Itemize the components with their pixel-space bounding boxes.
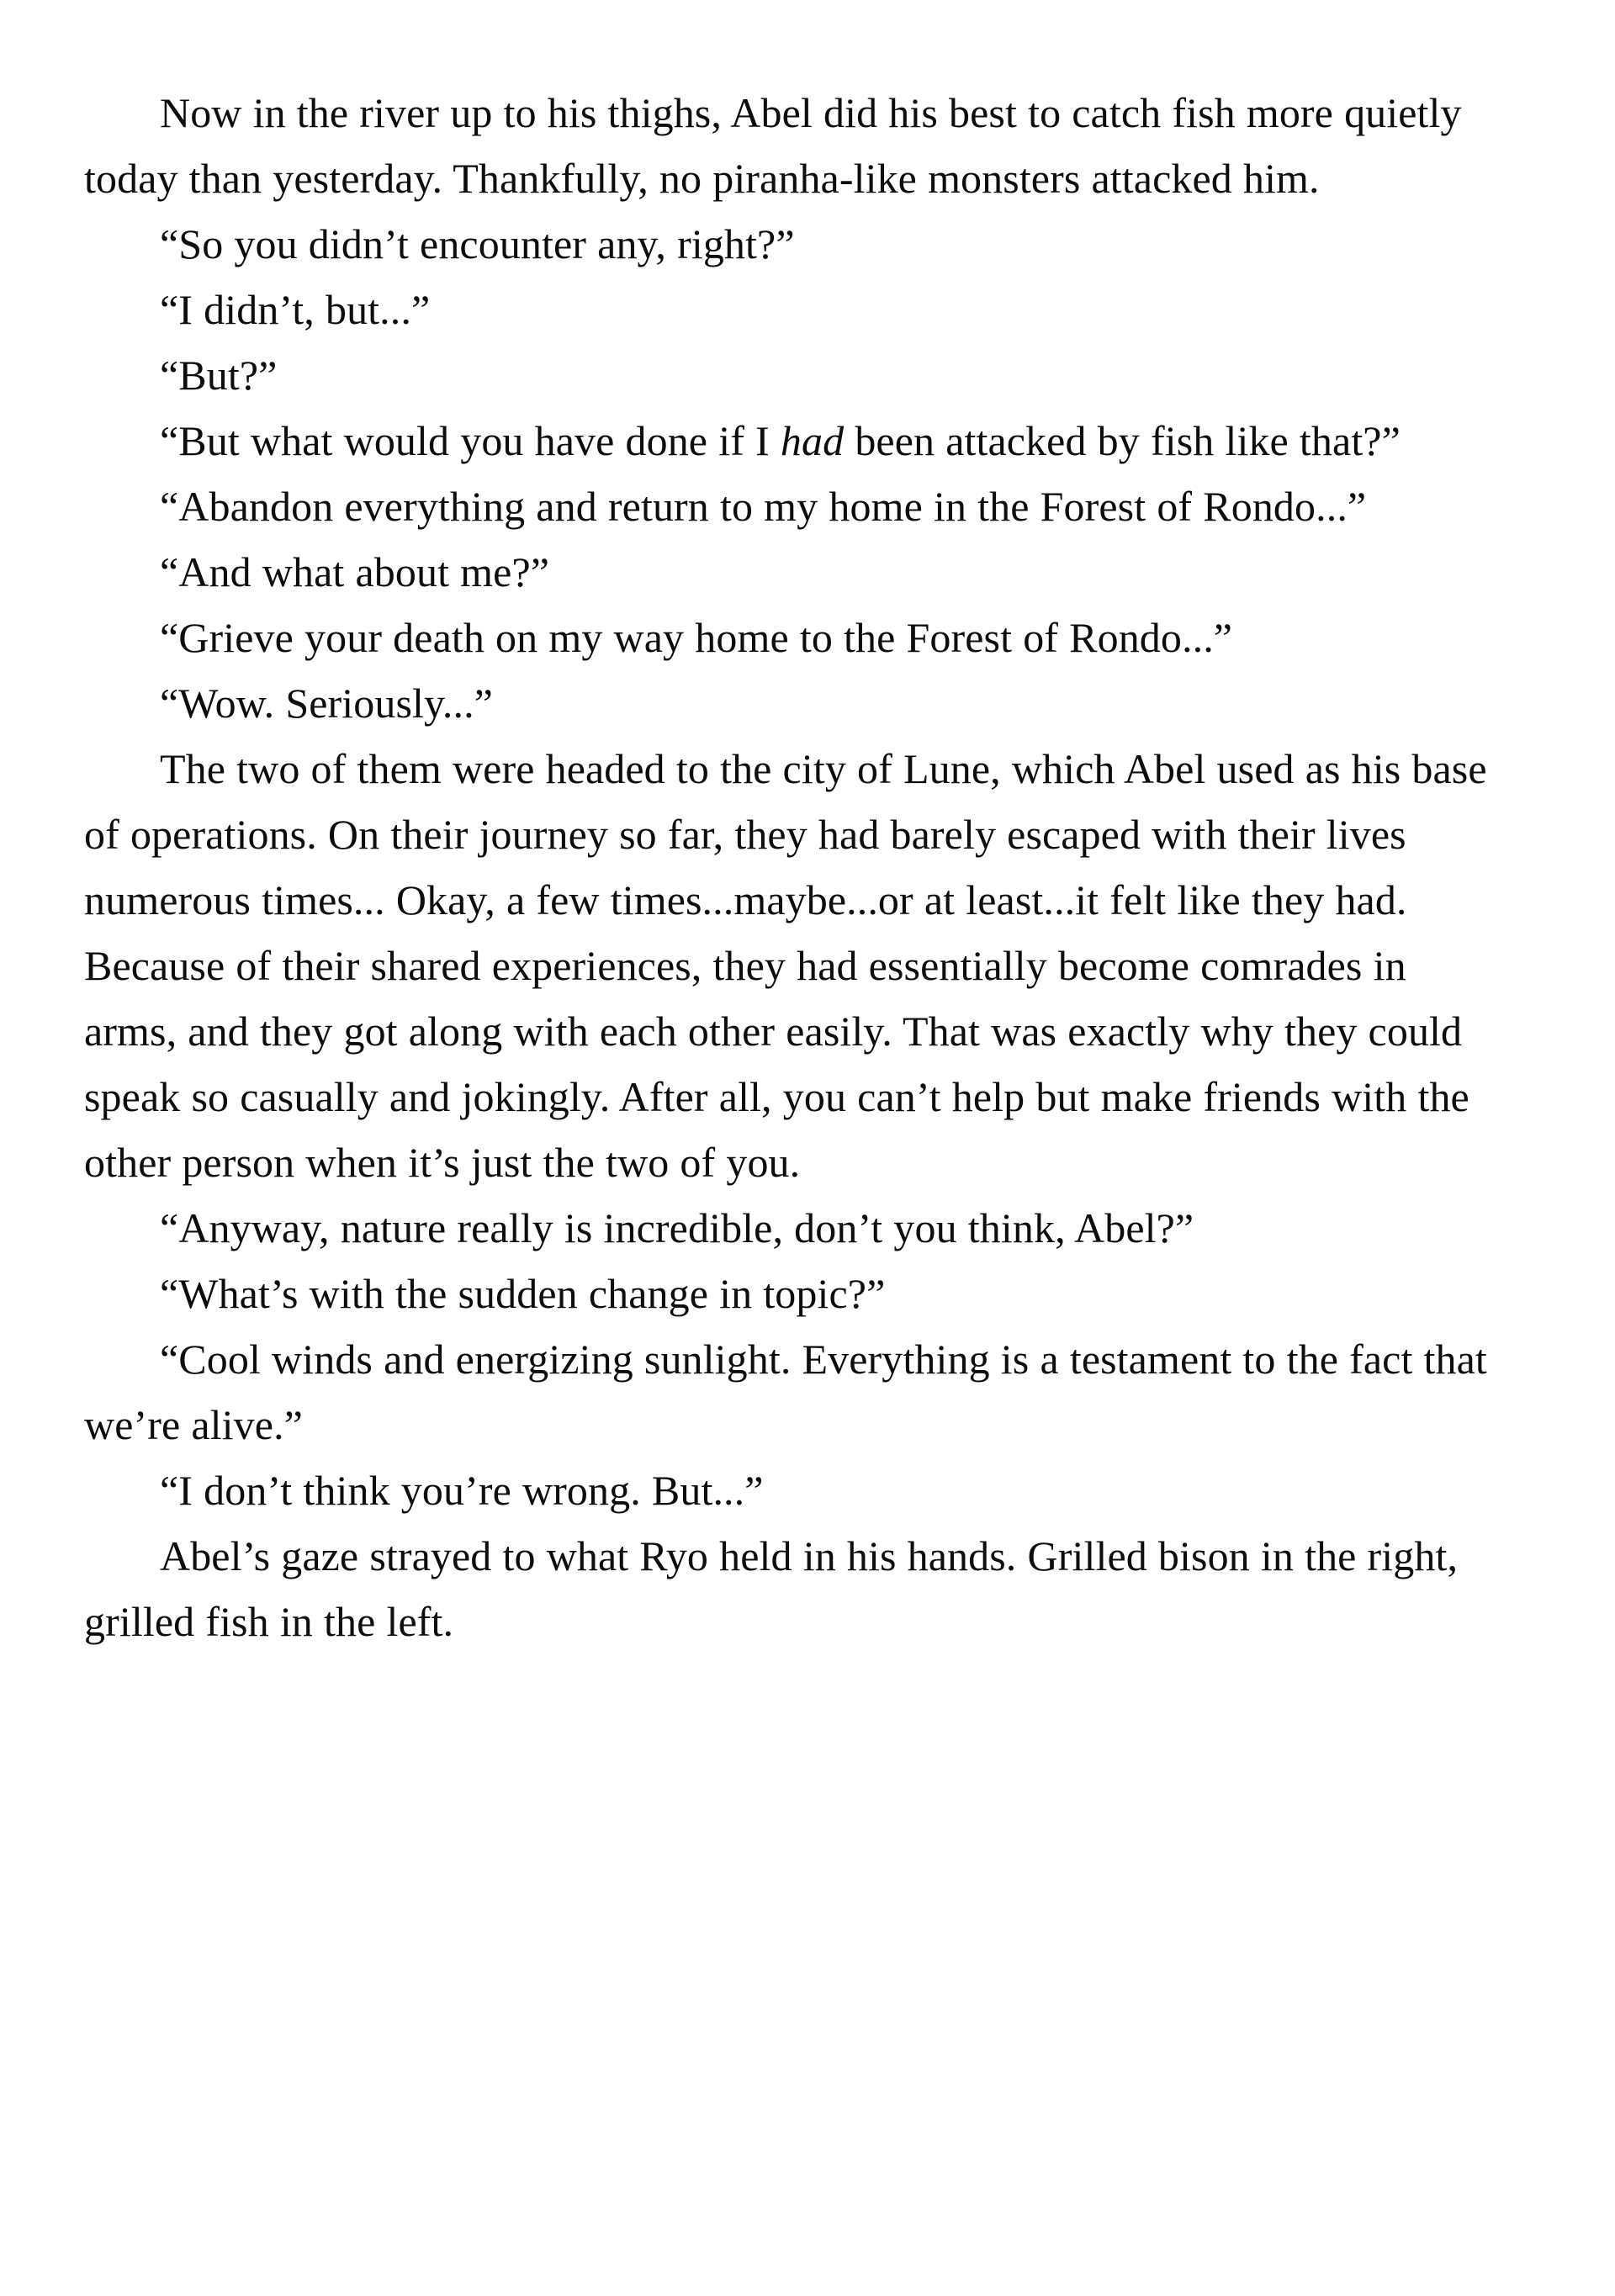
paragraph: Now in the river up to his thighs, Abel did his best to catch fish more quietly today than yesterday. Thankfully, no piranha-like monsters attacked him. <box>84 89 1462 202</box>
paragraph: “Anyway, nature really is incredible, don’t you think, Abel?” <box>160 1204 1194 1251</box>
page-body <box>84 80 1497 1654</box>
paragraph: “What’s with the sudden change in topic?” <box>160 1270 886 1317</box>
paragraph: “Cool winds and energizing sunlight. Everything is a testament to the fact that we’re alive.” <box>84 1336 1487 1448</box>
paragraph: “I don’t think you’re wrong. But...” <box>160 1467 764 1514</box>
paragraph: “So you didn’t encounter any, right?” <box>160 220 795 267</box>
paragraph-text-before: “But what would you have done if I <box>160 417 781 464</box>
paragraph: “Grieve your death on my way home to the Forest of Rondo...” <box>160 614 1233 661</box>
paragraph: “Wow. Seriously...” <box>160 680 493 727</box>
paragraph: “But?” <box>160 352 278 399</box>
paragraph: Abel’s gaze strayed to what Ryo held in his hands. Grilled bison in the right, grilled fish in the left. <box>84 1532 1459 1645</box>
paragraph: “I didn’t, but...” <box>160 286 431 333</box>
paragraph: The two of them were headed to the city of Lune, which Abel used as his base of operations. On their journey so far, they had barely escaped with their lives numerous times... Okay, a few times...maybe...or at least...it felt like they had. Because of their shared experiences, they had essentially become comrades in arms, and they got along with each other easily. That was exactly why they could speak so casually and jokingly. After all, you can’t help but make friends with the other person when it’s just the two of you. <box>84 745 1487 1186</box>
paragraph: “Abandon everything and return to my home in the Forest of Rondo...” <box>160 483 1367 530</box>
paragraph: “And what about me?” <box>160 548 550 595</box>
paragraph-with-emphasis <box>84 408 1497 473</box>
paragraph-text-after: been attacked by fish like that?” <box>844 417 1401 464</box>
emphasis-text: had <box>780 417 845 464</box>
